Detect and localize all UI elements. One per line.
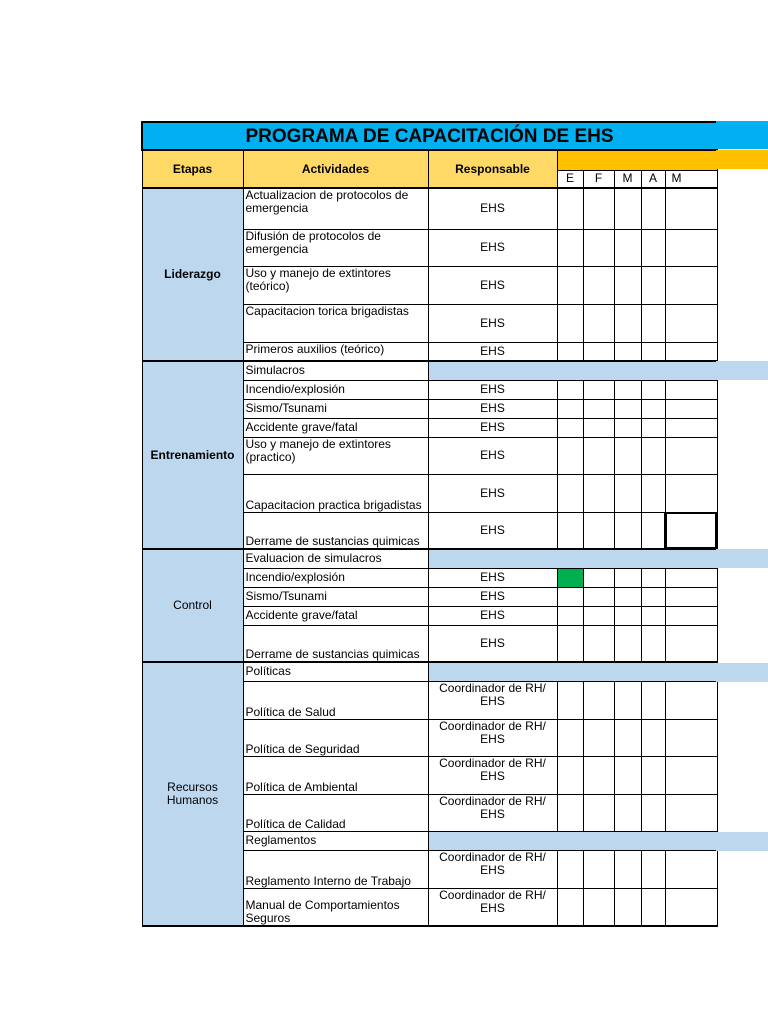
activity-cell: Sismo/Tsunami: [243, 587, 428, 606]
month-cell[interactable]: [614, 418, 641, 437]
month-cell[interactable]: [665, 681, 717, 719]
month-cell[interactable]: [557, 606, 583, 625]
month-cell[interactable]: [614, 342, 641, 361]
section-label: Políticas: [243, 662, 428, 681]
stage-control: Control: [142, 549, 243, 662]
month-cell[interactable]: [583, 418, 614, 437]
month-cell[interactable]: [557, 342, 583, 361]
activity-cell: Sismo/Tsunami: [243, 399, 428, 418]
month-cell[interactable]: [583, 266, 614, 304]
responsible-cell: EHS: [428, 587, 557, 606]
stage-liderazgo: Liderazgo: [142, 188, 243, 361]
month-cell[interactable]: [583, 568, 614, 587]
month-cell[interactable]: [641, 304, 665, 342]
responsible-cell: EHS: [428, 606, 557, 625]
month-cell[interactable]: [614, 304, 641, 342]
month-cell-done[interactable]: [557, 568, 583, 587]
month-cell[interactable]: [641, 474, 665, 512]
month-cell[interactable]: [665, 587, 717, 606]
month-header: F: [583, 170, 614, 188]
month-cell[interactable]: [557, 437, 583, 474]
month-cell[interactable]: [583, 888, 614, 926]
month-cell[interactable]: [665, 229, 717, 266]
month-cell[interactable]: [665, 399, 717, 418]
page-title: PROGRAMA DE CAPACITACIÓN DE EHS: [142, 122, 717, 150]
month-cell[interactable]: [614, 229, 641, 266]
month-cell[interactable]: [583, 625, 614, 662]
month-cell[interactable]: [583, 794, 614, 831]
section-band-overhang: [716, 361, 768, 380]
month-cell[interactable]: [641, 719, 665, 756]
month-cell[interactable]: [583, 342, 614, 361]
responsible-cell: EHS: [428, 625, 557, 662]
month-cell[interactable]: [557, 229, 583, 266]
month-cell[interactable]: [614, 188, 641, 229]
month-cell[interactable]: [665, 625, 717, 662]
training-program-table: [141, 121, 718, 927]
month-cell[interactable]: [614, 568, 641, 587]
month-cell[interactable]: [665, 606, 717, 625]
month-cell[interactable]: [557, 587, 583, 606]
month-cell[interactable]: [614, 681, 641, 719]
month-cell[interactable]: [614, 380, 641, 399]
month-cell[interactable]: [665, 266, 717, 304]
month-cell[interactable]: [583, 304, 614, 342]
responsible-cell: EHS: [428, 229, 557, 266]
month-cell[interactable]: [641, 229, 665, 266]
month-cell[interactable]: [557, 380, 583, 399]
month-cell[interactable]: [641, 625, 665, 662]
month-cell[interactable]: [583, 399, 614, 418]
responsible-cell: EHS: [428, 304, 557, 342]
month-cell[interactable]: [641, 380, 665, 399]
activity-cell: Manual de Comportamientos Seguros: [243, 888, 428, 926]
month-cell[interactable]: [614, 266, 641, 304]
month-cell[interactable]: [614, 437, 641, 474]
month-cell[interactable]: [583, 229, 614, 266]
header-actividades: Actividades: [243, 150, 428, 188]
month-band: [557, 150, 717, 170]
month-cell[interactable]: [557, 719, 583, 756]
spreadsheet: [141, 121, 768, 928]
activity-cell: Política de Ambiental: [243, 756, 428, 794]
month-cell[interactable]: [557, 794, 583, 831]
month-cell[interactable]: [665, 304, 717, 342]
month-cell[interactable]: [614, 625, 641, 662]
month-cell[interactable]: [583, 681, 614, 719]
responsible-cell: EHS: [428, 188, 557, 229]
month-cell[interactable]: [665, 437, 717, 474]
month-cell[interactable]: [557, 512, 583, 549]
responsible-cell: EHS: [428, 474, 557, 512]
month-cell[interactable]: [614, 888, 641, 926]
activity-cell: Uso y manejo de extintores (teórico): [243, 266, 428, 304]
responsible-cell: Coordinador de RH/ EHS: [428, 719, 557, 756]
activity-cell: Accidente grave/fatal: [243, 418, 428, 437]
responsible-cell: Coordinador de RH/ EHS: [428, 681, 557, 719]
month-cell[interactable]: [641, 794, 665, 831]
activity-cell: Incendio/explosión: [243, 568, 428, 587]
section-band-overhang: [716, 832, 768, 851]
month-cell[interactable]: [583, 512, 614, 549]
month-cell[interactable]: [557, 418, 583, 437]
month-cell-selected[interactable]: [665, 512, 717, 549]
month-header: A: [641, 170, 665, 188]
month-cell[interactable]: [557, 888, 583, 926]
responsible-cell: EHS: [428, 266, 557, 304]
month-cell[interactable]: [665, 719, 717, 756]
activity-cell: Política de Salud: [243, 681, 428, 719]
month-cell[interactable]: [641, 188, 665, 229]
activity-cell: Primeros auxilios (teórico): [243, 342, 428, 361]
month-cell[interactable]: [665, 568, 717, 587]
section-band: [428, 831, 717, 850]
activity-cell: Política de Calidad: [243, 794, 428, 831]
section-label: Evaluacion de simulacros: [243, 549, 428, 568]
month-cell[interactable]: [665, 188, 717, 229]
responsible-cell: EHS: [428, 512, 557, 549]
month-cell[interactable]: [665, 850, 717, 888]
month-cell[interactable]: [557, 266, 583, 304]
month-cell[interactable]: [665, 474, 717, 512]
month-cell[interactable]: [583, 719, 614, 756]
month-cell[interactable]: [614, 719, 641, 756]
month-cell[interactable]: [641, 418, 665, 437]
responsible-cell: EHS: [428, 380, 557, 399]
month-cell[interactable]: [614, 512, 641, 549]
month-cell[interactable]: [557, 681, 583, 719]
section-band: [428, 361, 717, 380]
activity-cell: Uso y manejo de extintores (practico): [243, 437, 428, 474]
activity-cell: Capacitacion practica brigadistas: [243, 474, 428, 512]
month-cell[interactable]: [557, 850, 583, 888]
stage-entrenamiento: Entrenamiento: [142, 361, 243, 549]
month-cell[interactable]: [641, 681, 665, 719]
section-band-overhang: [716, 663, 768, 682]
responsible-cell: Coordinador de RH/ EHS: [428, 794, 557, 831]
month-cell[interactable]: [641, 587, 665, 606]
section-band: [428, 662, 717, 681]
month-cell[interactable]: [641, 437, 665, 474]
month-header: E: [557, 170, 583, 188]
month-cell[interactable]: [557, 756, 583, 794]
month-cell[interactable]: [614, 474, 641, 512]
month-cell[interactable]: [583, 474, 614, 512]
responsible-cell: Coordinador de RH/ EHS: [428, 756, 557, 794]
section-label: Simulacros: [243, 361, 428, 380]
month-cell[interactable]: [641, 888, 665, 926]
month-cell[interactable]: [614, 756, 641, 794]
activity-cell: Reglamento Interno de Trabajo: [243, 850, 428, 888]
month-cell[interactable]: [641, 399, 665, 418]
month-cell[interactable]: [641, 756, 665, 794]
activity-cell: Derrame de sustancias quimicas: [243, 625, 428, 662]
month-cell[interactable]: [641, 512, 665, 549]
month-cell[interactable]: [614, 794, 641, 831]
header-etapas: Etapas: [142, 150, 243, 188]
title-overhang: [716, 121, 768, 149]
month-cell[interactable]: [641, 342, 665, 361]
month-cell[interactable]: [583, 188, 614, 229]
month-cell[interactable]: [614, 850, 641, 888]
month-cell[interactable]: [665, 380, 717, 399]
month-cell[interactable]: [641, 850, 665, 888]
month-cell[interactable]: [583, 587, 614, 606]
month-cell[interactable]: [583, 437, 614, 474]
month-cell[interactable]: [665, 756, 717, 794]
month-cell[interactable]: [641, 568, 665, 587]
activity-cell: Derrame de sustancias quimicas: [243, 512, 428, 549]
month-cell[interactable]: [614, 399, 641, 418]
responsible-cell: EHS: [428, 399, 557, 418]
month-cell[interactable]: [557, 304, 583, 342]
month-cell[interactable]: [557, 188, 583, 229]
activity-cell: Incendio/explosión: [243, 380, 428, 399]
month-cell[interactable]: [665, 794, 717, 831]
month-cell[interactable]: [665, 888, 717, 926]
month-cell[interactable]: [557, 399, 583, 418]
month-band-overhang: [716, 150, 768, 169]
month-cell[interactable]: [583, 756, 614, 794]
responsible-cell: Coordinador de RH/ EHS: [428, 888, 557, 926]
responsible-cell: EHS: [428, 342, 557, 361]
month-header: M: [614, 170, 641, 188]
month-cell[interactable]: [583, 850, 614, 888]
section-band: [428, 549, 717, 568]
activity-cell: Actualizacion de protocolos de emergencia: [243, 188, 428, 229]
section-label: Reglamentos: [243, 831, 428, 850]
section-band-overhang: [716, 549, 768, 568]
activity-cell: Política de Seguridad: [243, 719, 428, 756]
responsible-cell: EHS: [428, 418, 557, 437]
month-cell[interactable]: [557, 474, 583, 512]
month-cell[interactable]: [583, 380, 614, 399]
month-cell[interactable]: [641, 606, 665, 625]
stage-recursos-humanos: Recursos Humanos: [142, 662, 243, 926]
responsible-cell: Coordinador de RH/ EHS: [428, 850, 557, 888]
responsible-cell: EHS: [428, 568, 557, 587]
header-responsable: Responsable: [428, 150, 557, 188]
month-cell[interactable]: [583, 606, 614, 625]
activity-cell: Capacitacion torica brigadistas: [243, 304, 428, 342]
month-cell[interactable]: [665, 342, 717, 361]
activity-cell: Difusión de protocolos de emergencia: [243, 229, 428, 266]
month-cell[interactable]: [614, 606, 641, 625]
month-cell[interactable]: [557, 625, 583, 662]
responsible-cell: EHS: [428, 437, 557, 474]
month-header: M: [665, 170, 717, 188]
month-cell[interactable]: [665, 418, 717, 437]
month-cell[interactable]: [614, 587, 641, 606]
activity-cell: Accidente grave/fatal: [243, 606, 428, 625]
month-cell[interactable]: [641, 266, 665, 304]
